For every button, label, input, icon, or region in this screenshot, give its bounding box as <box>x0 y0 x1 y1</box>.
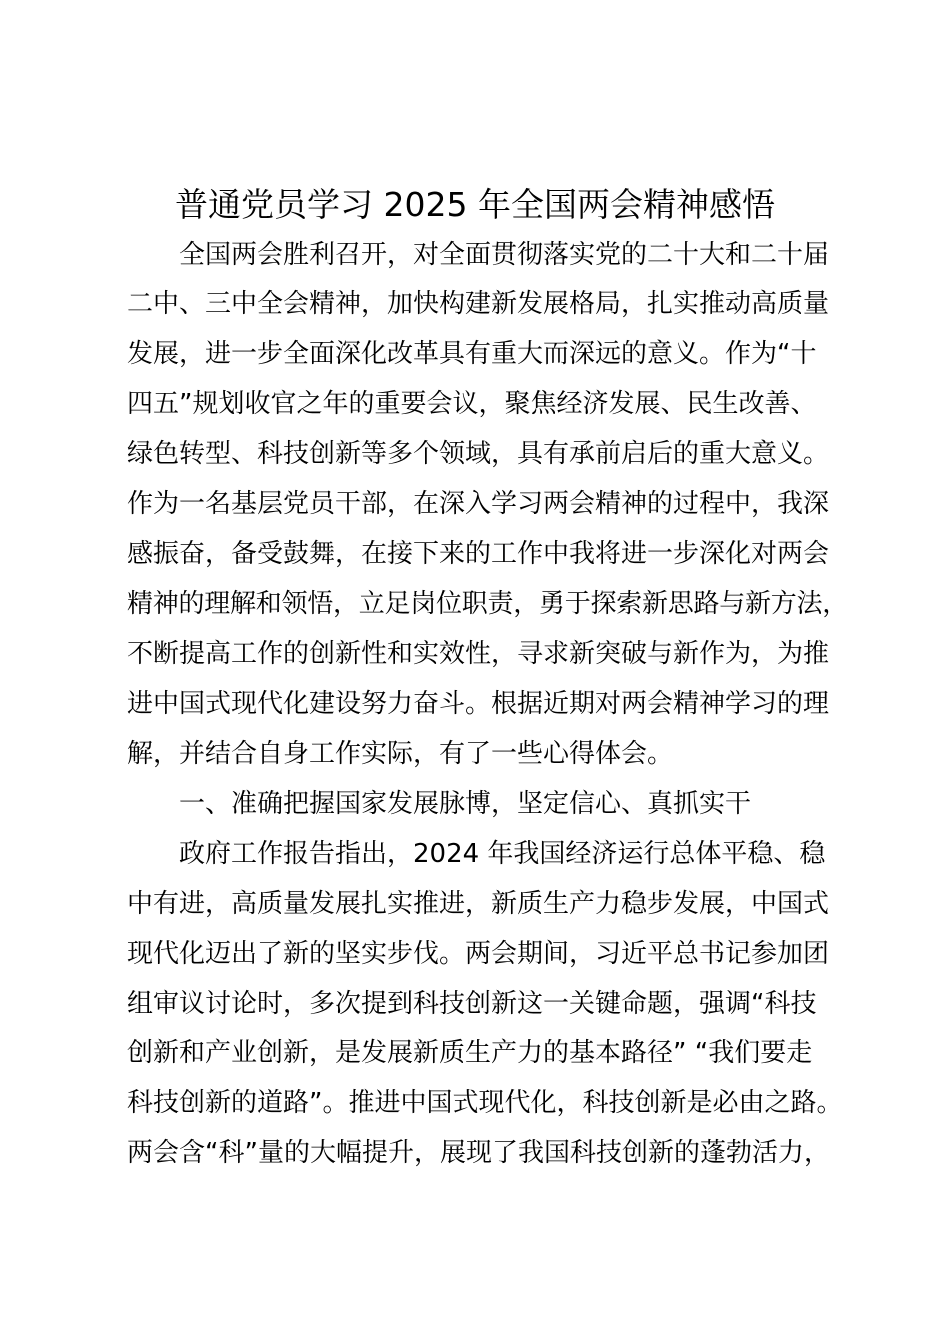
paragraph-line: 发展，进一步全面深化改革具有重大而深远的意义。作为“十 <box>127 339 817 369</box>
paragraph-line: 二中、三中全会精神，加快构建新发展格局，扎实推动高质量 <box>127 289 830 319</box>
paragraph-line: 中有进，高质量发展扎实推进，新质生产力稳步发展，中国式 <box>127 889 830 919</box>
paragraph-line: 政府工作报告指出，2024 年我国经济运行总体平稳、稳 <box>179 839 826 869</box>
paragraph-line: 科技创新的道路”。推进中国式现代化，科技创新是必由之路。 <box>127 1088 843 1118</box>
section-heading: 一、准确把握国家发展脉博，坚定信心、真抓实干 <box>179 789 752 819</box>
paragraph-line: 绿色转型、科技创新等多个领域，具有承前启后的重大意义。 <box>127 439 830 469</box>
paragraph-line: 精神的理解和领悟，立足岗位职责，勇于探索新思路与新方法， <box>127 589 849 619</box>
document-title: 普通党员学习 2025 年全国两会精神感悟 <box>175 185 775 224</box>
paragraph-line: 作为一名基层党员干部，在深入学习两会精神的过程中，我深 <box>127 489 830 519</box>
paragraph-line: 全国两会胜利召开，对全面贯彻落实党的二十大和二十届 <box>179 240 830 270</box>
paragraph-line: 组审议讨论时，多次提到科技创新这一关键命题，强调“科技 <box>127 989 817 1019</box>
paragraph-line: 四五”规划收官之年的重要会议，聚焦经济发展、民生改善、 <box>127 389 817 419</box>
paragraph-line: 现代化迈出了新的坚实步伐。两会期间，习近平总书记参加团 <box>127 939 830 969</box>
paragraph-line: 解，并结合自身工作实际，有了一些心得体会。 <box>127 739 674 769</box>
paragraph-line: 两会含“科”量的大幅提升，展现了我国科技创新的蓬勃活力， <box>127 1138 830 1168</box>
paragraph-line: 不断提高工作的创新性和实效性，寻求新突破与新作为，为推 <box>127 639 830 669</box>
paragraph-line: 创新和产业创新，是发展新质生产力的基本路径” “我们要走 <box>127 1038 813 1068</box>
paragraph-line: 进中国式现代化建设努力奋斗。根据近期对两会精神学习的理 <box>127 689 830 719</box>
paragraph-line: 感振奋，备受鼓舞，在接下来的工作中我将进一步深化对两会 <box>127 539 830 569</box>
